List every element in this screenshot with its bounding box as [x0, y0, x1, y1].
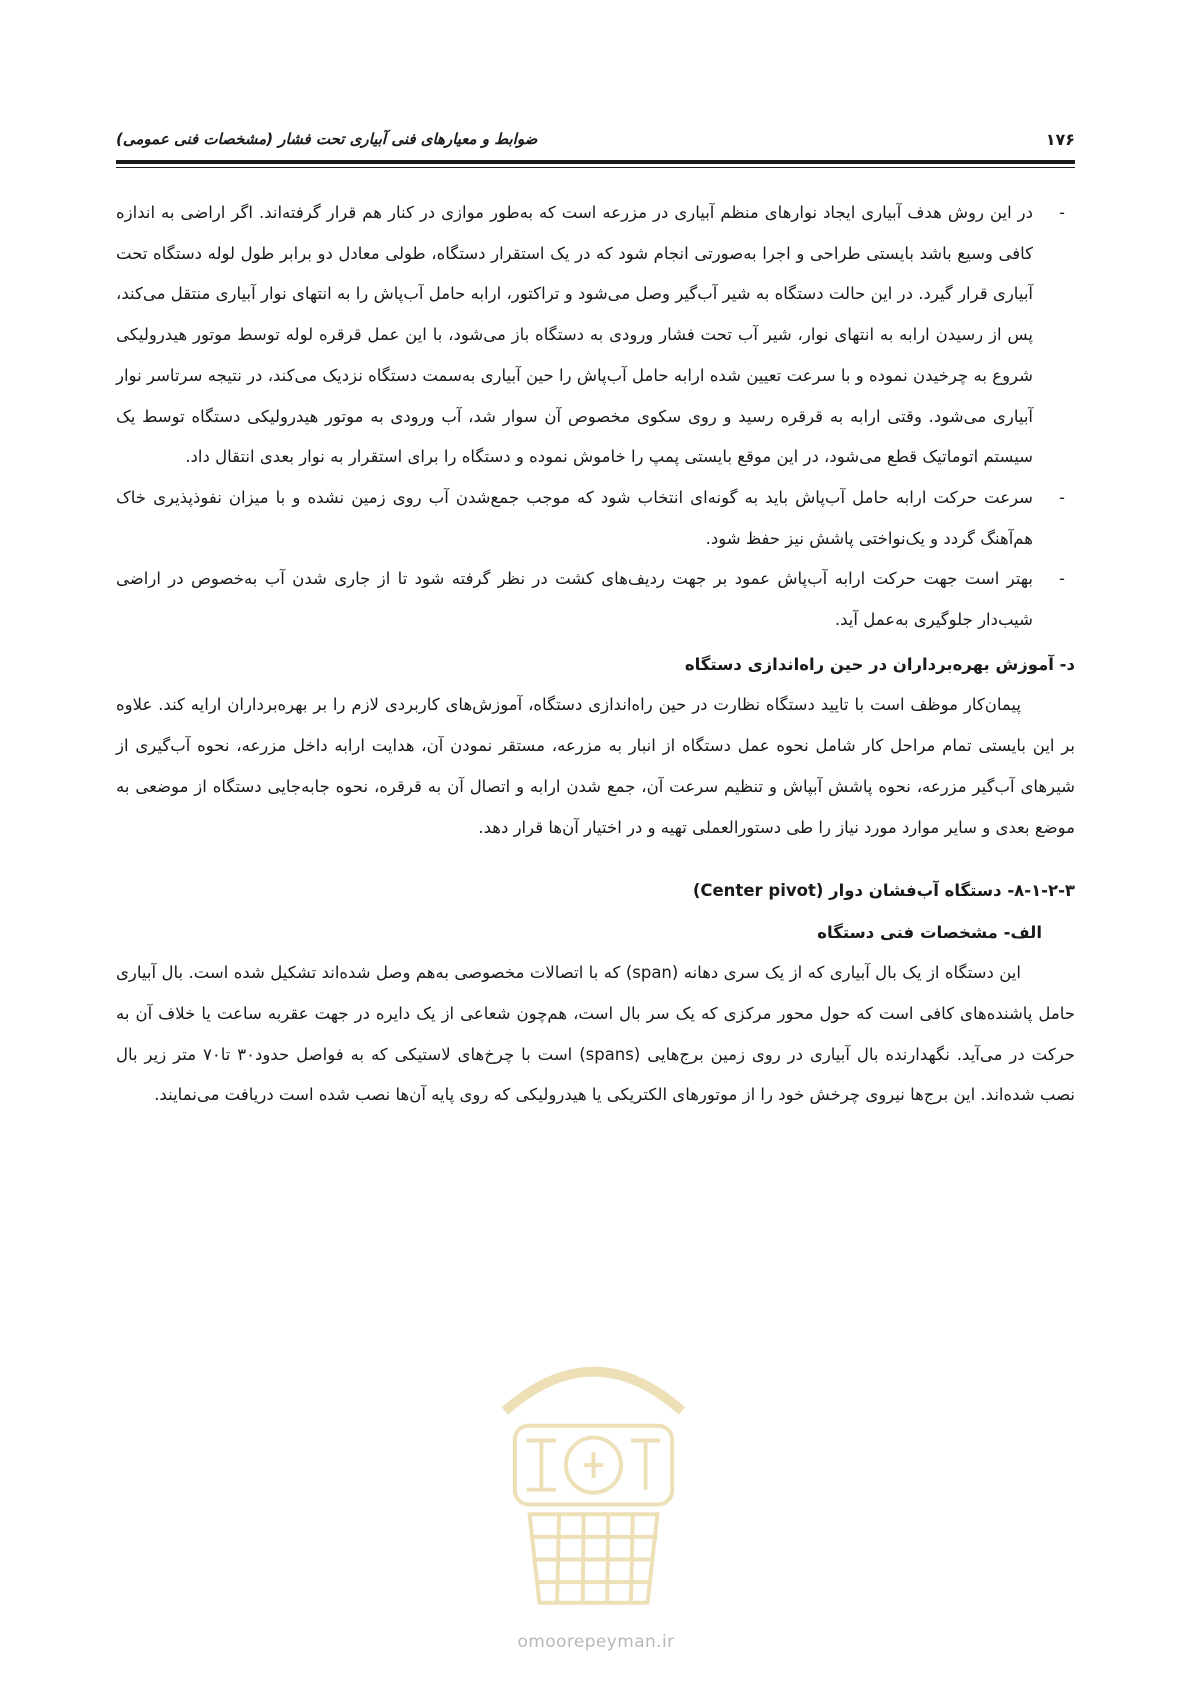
section-heading-title: ۸-۱-۲-۳- دستگاه آب‌فشان دوار: [829, 881, 1075, 901]
bullet-item: [116, 559, 1075, 640]
paragraph-center-pivot: [116, 953, 1075, 1116]
paragraph-operator-training: پیمان‌کار موظف است با تایید دستگاه نظارت در حین راه‌اندازی دستگاه، آموزش‌های کاربردی لازم را بر بهره‌برداران ارایه کند. علاوه بر این بایستی تمام مراحل کار شامل نحوه عمل دستگاه از انبار به مزرعه، مستقر نمودن آن، هدایت ارابه داخل مزرعه، نحوه آب‌گیری از شیرهای آب‌گیر مزرعه، نحوه پاشش آبپاش و تنظیم سرعت آن، جمع شدن ارابه و اتصال آن به قرقره، نحوه جابه‌جایی دستگاه از موضعی به موضع بعدی و سایر موارد مورد نیاز را طی دستورالعملی تهیه و در اختیار آن‌ها قرار دهد.: [116, 695, 1075, 837]
sub-heading-technical-specs: الف- مشخصات فنی دستگاه: [817, 923, 1042, 943]
section-heading-center-pivot: [116, 871, 1075, 911]
header-rule-thin: [116, 167, 1075, 168]
header-rule-thick: [116, 160, 1075, 164]
heading-operator-training: د- آموزش بهره‌برداران در حین راه‌اندازی دستگاه: [684, 654, 1075, 674]
bullet-dash: -: [1059, 569, 1065, 589]
bullet-text: در این روش هدف آبیاری ایجاد نوارهای منظم آبیاری در مزرعه است که به‌طور موازی در کنار هم قرار گرفته‌اند. اگر اراضی به اندازه کافی وسیع باشد بایستی طراحی و اجرا به‌صورتی انجام شود که در یک استقرار دستگاه، طولی معادل دو برابر طول لوله دستگاه تحت آبیاری قرار گیرد. در این حالت دستگاه به شیر آب‌گیر وصل می‌شود و تراکتور، ارابه حامل آب‌پاش را به انتهای نوار آبیاری منتقل می‌کند، پس از رسیدن ارابه به انتهای نوار، شیر آب تحت فشار ورودی به دستگاه باز می‌شود، با این عمل قرقره لوله توسط موتور هیدرولیکی شروع به چرخیدن نموده و با سرعت تعیین شده ارابه حامل آب‌پاش را حین آبیاری به‌سمت دستگاه نزدیک می‌کند، در نتیجه سرتاسر نوار آبیاری می‌شود. وقتی ارابه به قرقره رسید و روی سکوی مخصوص آن سوار شد، آب ورودی به موتور هیدرولیکی دستگاه توسط یک سیستم اتوماتیک قطع می‌شود، در این موقع بایستی پمپ را خاموش نموده و دستگاه را برای استقرار به نوار بعدی انتقال داد.: [116, 203, 1033, 467]
section-heading-english: (Center pivot): [692, 881, 824, 901]
page-body: [116, 193, 1075, 1116]
term-spans: (spans): [579, 1044, 641, 1064]
bullet-text: سرعت حرکت ارابه حامل آب‌پاش باید به گونه‌ای انتخاب شود که موجب جمع‌شدن آب روی زمین نشده و با میزان نفوذپذیری خاک هم‌آهنگ گردد و یک‌نواختی پاشش نیز حفظ شود.: [116, 487, 1033, 548]
bullet-item: [116, 478, 1075, 559]
watermark-seal-icon: [446, 1322, 741, 1618]
paragraph-part: که با اتصالات مخصوصی به‌هم وصل شده‌اند تشکیل شده است. بال آبیاری حامل پاشنده‌های کافی است که حول محور مرکزی که یک سر بال است، هم‌چون شعاعی از یک دایره در جهت عقربه ساعت یا خلاف آن به حرکت در می‌آید. نگهدارنده بال آبیاری در روی زمین برج‌هایی: [116, 963, 1075, 1064]
page-header: [116, 124, 1075, 154]
running-title: ضوابط و معیارهای فنی آبیاری تحت فشار (مشخصات فنی عمومی): [116, 130, 538, 148]
term-span: (span): [625, 963, 679, 983]
bullet-dash: -: [1059, 203, 1065, 222]
bullet-dash: -: [1059, 487, 1065, 507]
paragraph-part: این دستگاه از یک بال آبیاری که از یک سری دهانه: [678, 963, 1021, 983]
watermark-site-text: omoorepeyman.ir: [517, 1632, 675, 1652]
paragraph-part: است با چرخ‌های لاستیکی که به فواصل حدود۳۰ تا۷۰ متر زیر بال نصب شده‌اند. این برج‌ها نیروی چرخش خود را از موتورهای الکتریکی یا هیدرولیکی که روی پایه آن‌ها نصب شده است دریافت می‌نمایند.: [116, 1044, 1075, 1105]
page-number: ۱۷۶: [1045, 130, 1075, 149]
bullet-text: بهتر است جهت حرکت ارابه آب‌پاش عمود بر جهت ردیف‌های کشت در نظر گرفته شود تا از جاری شدن آب به‌خصوص در اراضی شیب‌دار جلوگیری به‌عمل آید.: [116, 569, 1033, 630]
bullet-item: [116, 193, 1075, 478]
